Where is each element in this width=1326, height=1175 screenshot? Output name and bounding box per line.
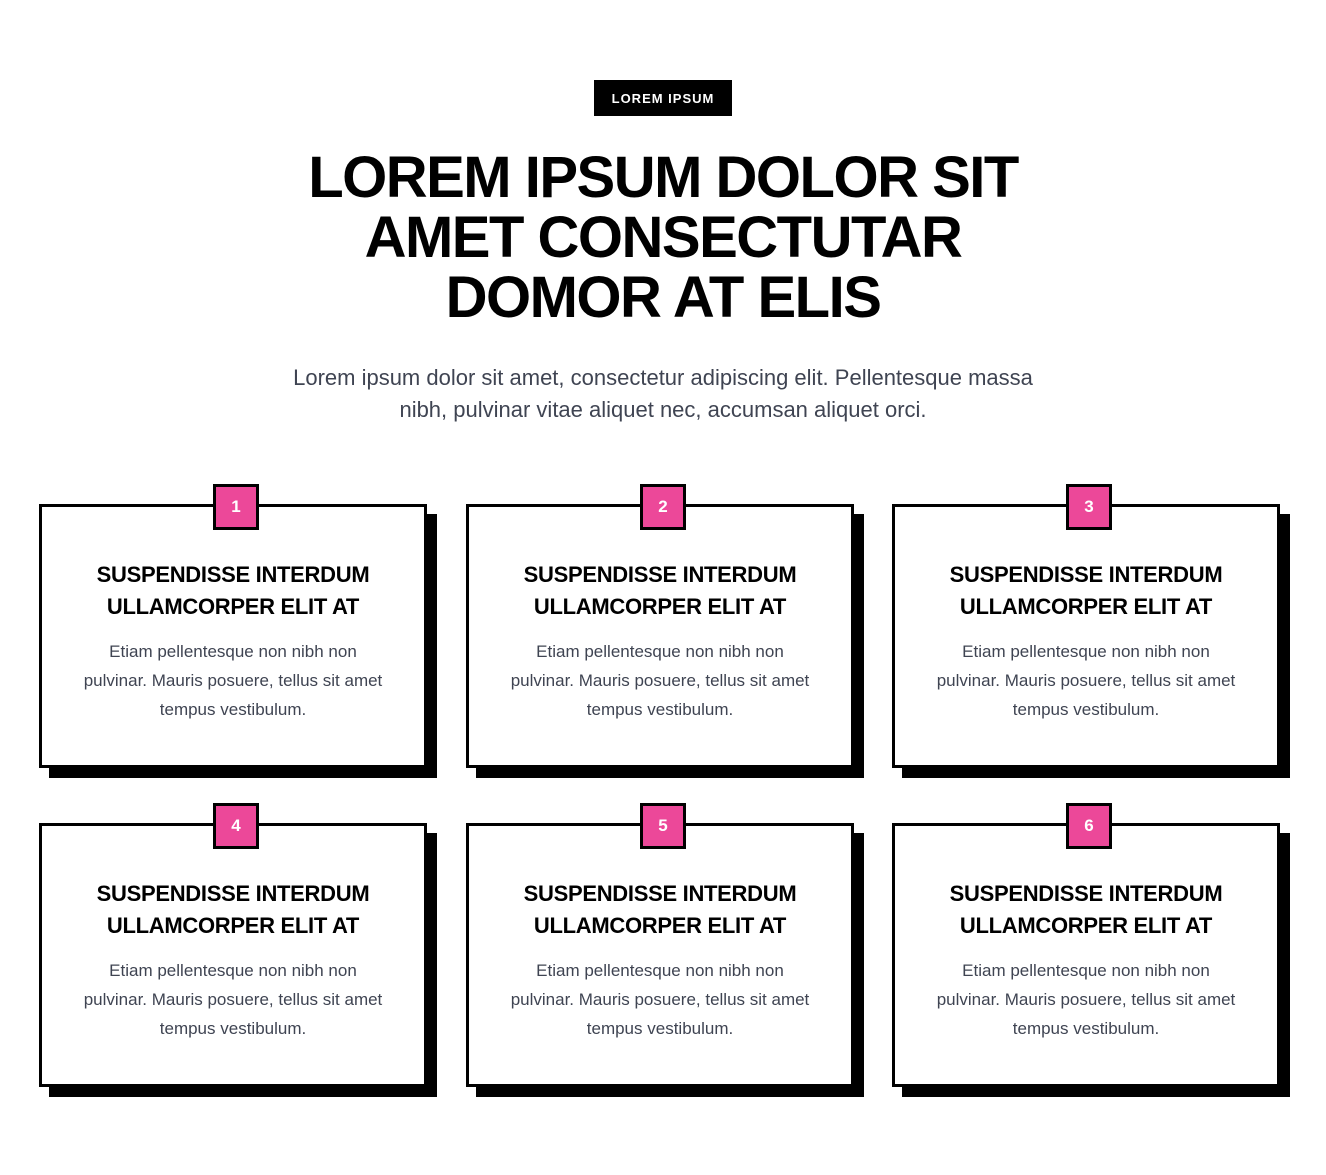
card-number-badge: 1 <box>213 484 259 530</box>
feature-card-2 <box>466 497 854 768</box>
feature-card-4 <box>39 816 427 1087</box>
card-description: Etiam pellentesque non nibh non pulvinar. Mauris posuere, tellus sit amet tempus vestibulum. <box>936 642 1236 719</box>
card-title: SUSPENDISSE INTERDUM ULLAMCORPER ELIT AT <box>949 562 1223 619</box>
page-subtitle: Lorem ipsum dolor sit amet, consectetur adipiscing elit. Pellentesque massa nibh, pulvinar vitae aliquet nec, accumsan aliquet orci. <box>293 365 1033 422</box>
card-number-badge: 4 <box>213 803 259 849</box>
card-number-badge: 5 <box>640 803 686 849</box>
card-title: SUSPENDISSE INTERDUM ULLAMCORPER ELIT AT <box>523 881 797 938</box>
card-description: Etiam pellentesque non nibh non pulvinar. Mauris posuere, tellus sit amet tempus vestibulum. <box>83 642 383 719</box>
card-title: SUSPENDISSE INTERDUM ULLAMCORPER ELIT AT <box>523 562 797 619</box>
eyebrow-tag: LOREM IPSUM <box>594 80 732 116</box>
feature-card-3 <box>892 497 1280 768</box>
card-title: SUSPENDISSE INTERDUM ULLAMCORPER ELIT AT <box>96 881 370 938</box>
feature-card-5 <box>466 816 854 1087</box>
card-description: Etiam pellentesque non nibh non pulvinar. Mauris posuere, tellus sit amet tempus vestibulum. <box>83 961 383 1038</box>
card-title: SUSPENDISSE INTERDUM ULLAMCORPER ELIT AT <box>949 881 1223 938</box>
feature-card-1 <box>39 497 427 768</box>
page-title: LOREM IPSUM DOLOR SIT AMET CONSECTUTAR DOMOR AT ELIS <box>308 145 1018 330</box>
card-title: SUSPENDISSE INTERDUM ULLAMCORPER ELIT AT <box>96 562 370 619</box>
card-number-badge: 2 <box>640 484 686 530</box>
card-number-badge: 6 <box>1066 803 1112 849</box>
card-description: Etiam pellentesque non nibh non pulvinar. Mauris posuere, tellus sit amet tempus vestibulum. <box>510 961 810 1038</box>
feature-card-6 <box>892 816 1280 1087</box>
card-description: Etiam pellentesque non nibh non pulvinar. Mauris posuere, tellus sit amet tempus vestibulum. <box>510 642 810 719</box>
card-number-badge: 3 <box>1066 484 1112 530</box>
card-description: Etiam pellentesque non nibh non pulvinar. Mauris posuere, tellus sit amet tempus vestibulum. <box>936 961 1236 1038</box>
